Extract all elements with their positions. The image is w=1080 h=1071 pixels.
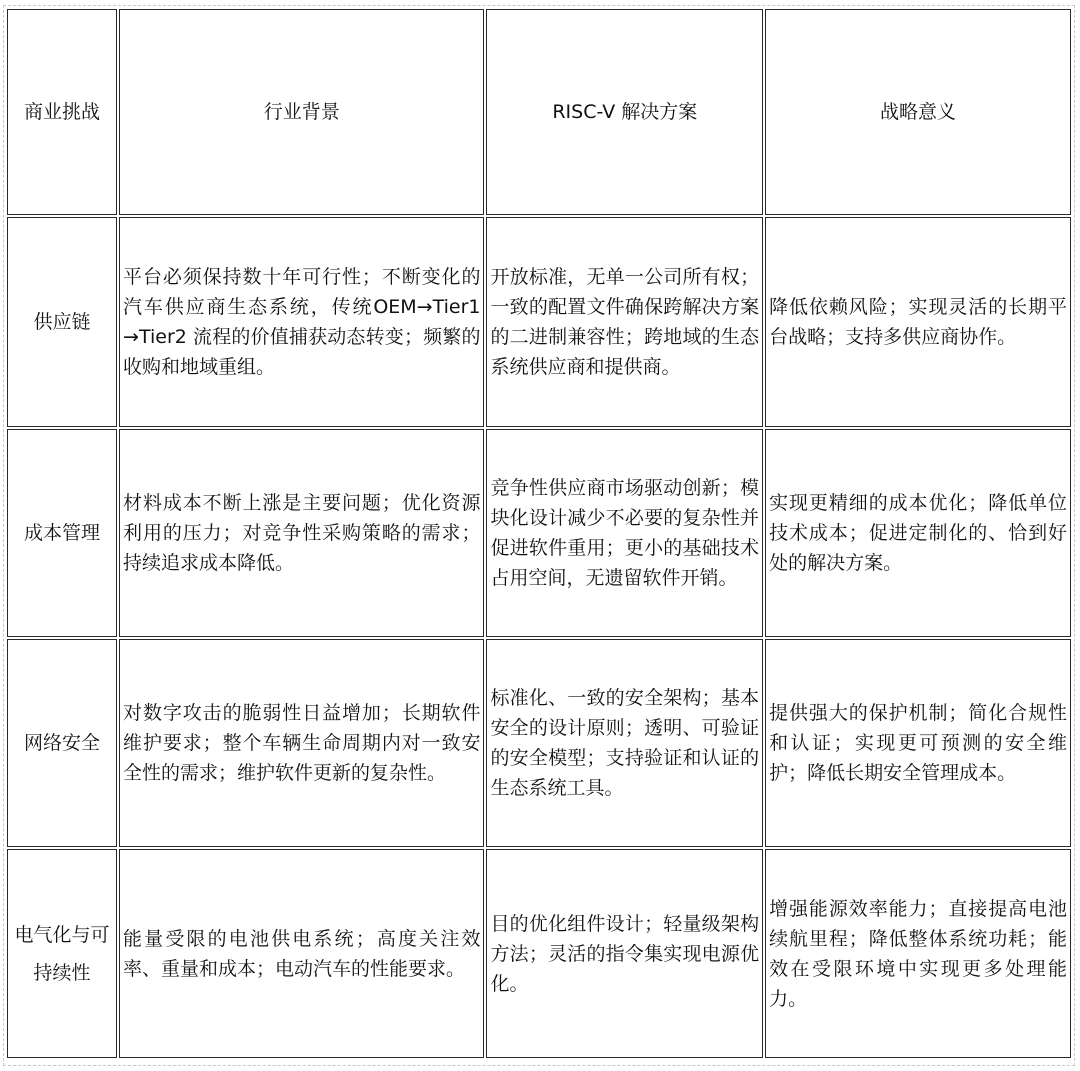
table-row [7,639,1071,847]
background-cell: 能量受限的电池供电系统；高度关注效率、重量和成本；电动汽车的性能要求。 [119,849,484,1058]
background-cell: 平台必须保持数十年可行性；不断变化的汽车供应商生态系统，传统OEM→Tier1 →Tier2 流程的价值捕获动态转变；频繁的收购和地域重组。 [119,217,484,427]
header-row [7,9,1071,215]
background-cell: 对数字攻击的脆弱性日益增加；长期软件维护要求；整个车辆生命周期内对一致安全性的需求；维护软件更新的复杂性。 [119,639,484,847]
challenge-cell: 供应链 [7,217,117,427]
header-cell-challenge: 商业挑战 [7,9,117,215]
solution-cell: 目的优化组件设计；轻量级架构方法；灵活的指令集实现电源优化。 [486,849,763,1058]
significance-cell: 降低依赖风险；实现灵活的长期平台战略；支持多供应商协作。 [765,217,1071,427]
solution-cell: 开放标准，无单一公司所有权；一致的配置文件确保跨解决方案的二进制兼容性；跨地域的生态系统供应商和提供商。 [486,217,763,427]
background-cell: 材料成本不断上涨是主要问题；优化资源利用的压力；对竞争性采购策略的需求；持续追求成本降低。 [119,429,484,637]
solution-cell: 竞争性供应商市场驱动创新；模块化设计减少不必要的复杂性并促进软件重用；更小的基础技术占用空间，无遗留软件开销。 [486,429,763,637]
comparison-table [5,7,1073,1060]
header-cell-significance: 战略意义 [765,9,1071,215]
table-row [7,429,1071,637]
table-row [7,217,1071,427]
significance-cell: 提供强大的保护机制；简化合规性和认证；实现更可预测的安全维护；降低长期安全管理成本。 [765,639,1071,847]
challenge-cell: 成本管理 [7,429,117,637]
significance-cell: 增强能源效率能力；直接提高电池续航里程；降低整体系统功耗；能效在受限环境中实现更多处理能力。 [765,849,1071,1058]
table-row [7,849,1071,1058]
header-cell-background: 行业背景 [119,9,484,215]
challenge-cell: 电气化与可持续性 [7,849,117,1058]
header-cell-solution: RISC-V 解决方案 [486,9,763,215]
challenge-cell: 网络安全 [7,639,117,847]
significance-cell: 实现更精细的成本优化；降低单位技术成本；促进定制化的、恰到好处的解决方案。 [765,429,1071,637]
solution-cell: 标准化、一致的安全架构；基本安全的设计原则；透明、可验证的安全模型；支持验证和认证的生态系统工具。 [486,639,763,847]
